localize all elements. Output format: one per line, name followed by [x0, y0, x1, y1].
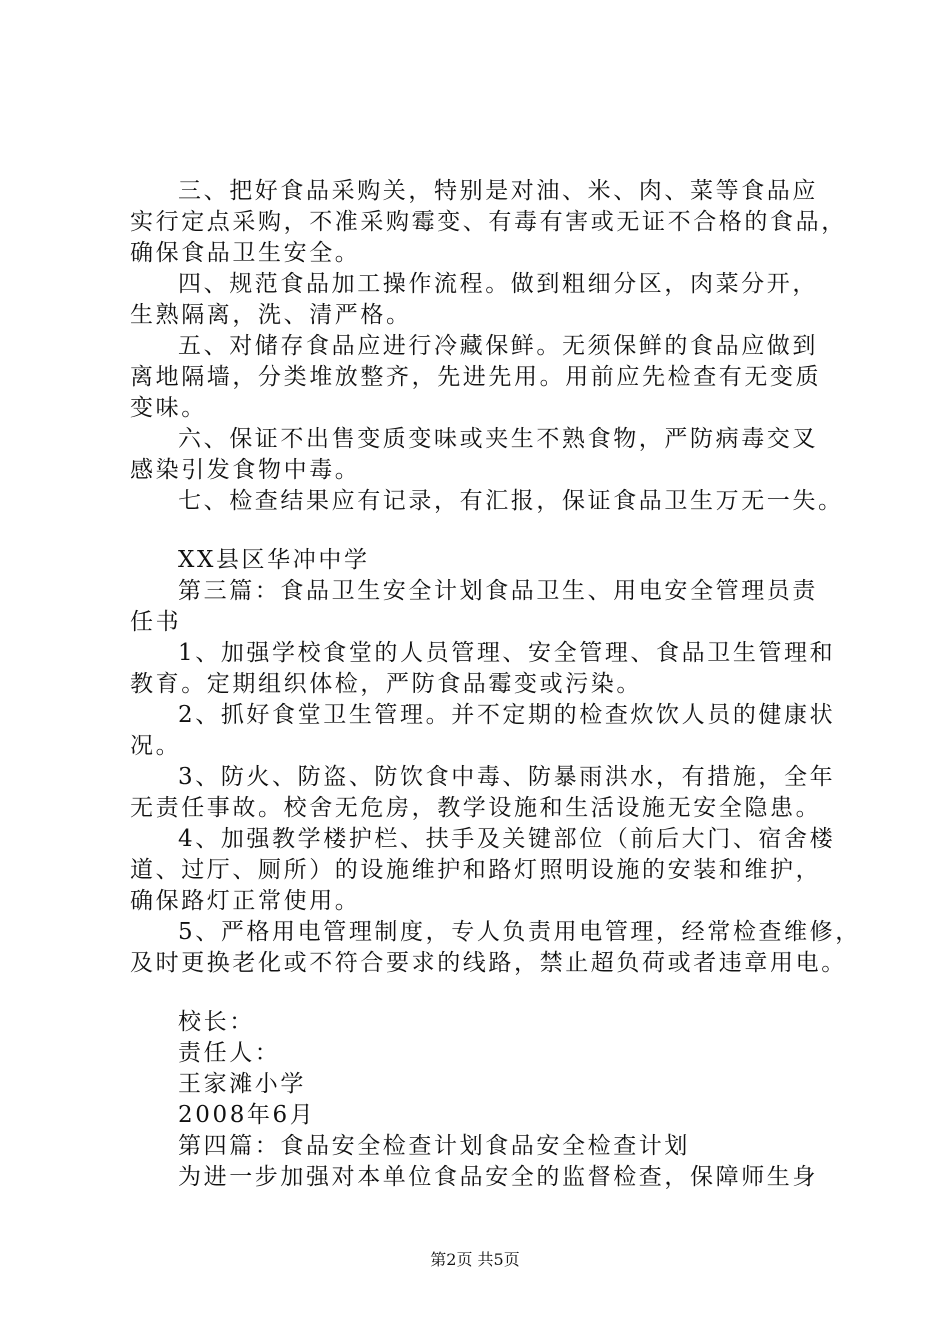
school-name: XX县区华冲中学	[178, 547, 370, 573]
date-line: 2008年6月	[178, 1102, 316, 1128]
section-heading: 任书	[130, 609, 182, 635]
paragraph-line: 七、检查结果应有记录，有汇报，保证食品卫生万无一失。	[178, 488, 844, 514]
section-heading: 第四篇：食品安全检查计划食品安全检查计划	[178, 1133, 690, 1159]
paragraph-line: 4、加强教学楼护栏、扶手及关键部位（前后大门、宿舍楼	[178, 826, 836, 852]
paragraph-line: 确保食品卫生安全。	[130, 240, 361, 266]
paragraph-line: 感染引发食物中毒。	[130, 457, 361, 483]
paragraph-line: 1、加强学校食堂的人员管理、安全管理、食品卫生管理和	[178, 640, 836, 666]
paragraph-line: 离地隔墙，分类堆放整齐，先进先用。用前应先检查有无变质	[130, 364, 822, 390]
signature-label: 责任人：	[178, 1040, 281, 1066]
signature-label: 校长：	[178, 1009, 255, 1035]
paragraph-line: 为进一步加强对本单位食品安全的监督检查，保障师生身	[178, 1164, 818, 1190]
paragraph-line: 五、对储存食品应进行冷藏保鲜。无须保鲜的食品应做到	[178, 333, 818, 359]
paragraph-line: 2、抓好食堂卫生管理。并不定期的检查炊饮人员的健康状	[178, 702, 836, 728]
paragraph-line: 六、保证不出售变质变味或夹生不熟食物，严防病毒交叉	[178, 426, 818, 452]
paragraph-line: 无责任事故。校舍无危房，教学设施和生活设施无安全隐患。	[130, 795, 822, 821]
paragraph-line: 教育。定期组织体检，严防食品霉变或污染。	[130, 671, 642, 697]
paragraph-line: 5、严格用电管理制度，专人负责用电管理，经常检查维修，	[178, 919, 861, 945]
paragraph-line: 三、把好食品采购关，特别是对油、米、肉、菜等食品应	[178, 178, 818, 204]
paragraph-line: 确保路灯正常使用。	[130, 888, 361, 914]
paragraph-line: 实行定点采购，不准采购霉变、有毒有害或无证不合格的食品，	[130, 209, 847, 235]
paragraph-line: 及时更换老化或不符合要求的线路，禁止超负荷或者违章用电。	[130, 950, 847, 976]
paragraph-line: 况。	[130, 733, 182, 759]
paragraph-line: 道、过厅、厕所）的设施维护和路灯照明设施的安装和维护，	[130, 857, 822, 883]
school-name: 王家滩小学	[178, 1071, 306, 1097]
paragraph-line: 变味。	[130, 395, 207, 421]
paragraph-line: 四、规范食品加工操作流程。做到粗细分区，肉菜分开，	[178, 271, 818, 297]
section-heading: 第三篇：食品卫生安全计划食品卫生、用电安全管理员责	[178, 578, 818, 604]
paragraph-line: 生熟隔离，洗、清严格。	[130, 302, 412, 328]
paragraph-line: 3、防火、防盗、防饮食中毒、防暴雨洪水，有措施，全年	[178, 764, 836, 790]
page-footer: 第2页 共5页	[430, 1250, 520, 1269]
